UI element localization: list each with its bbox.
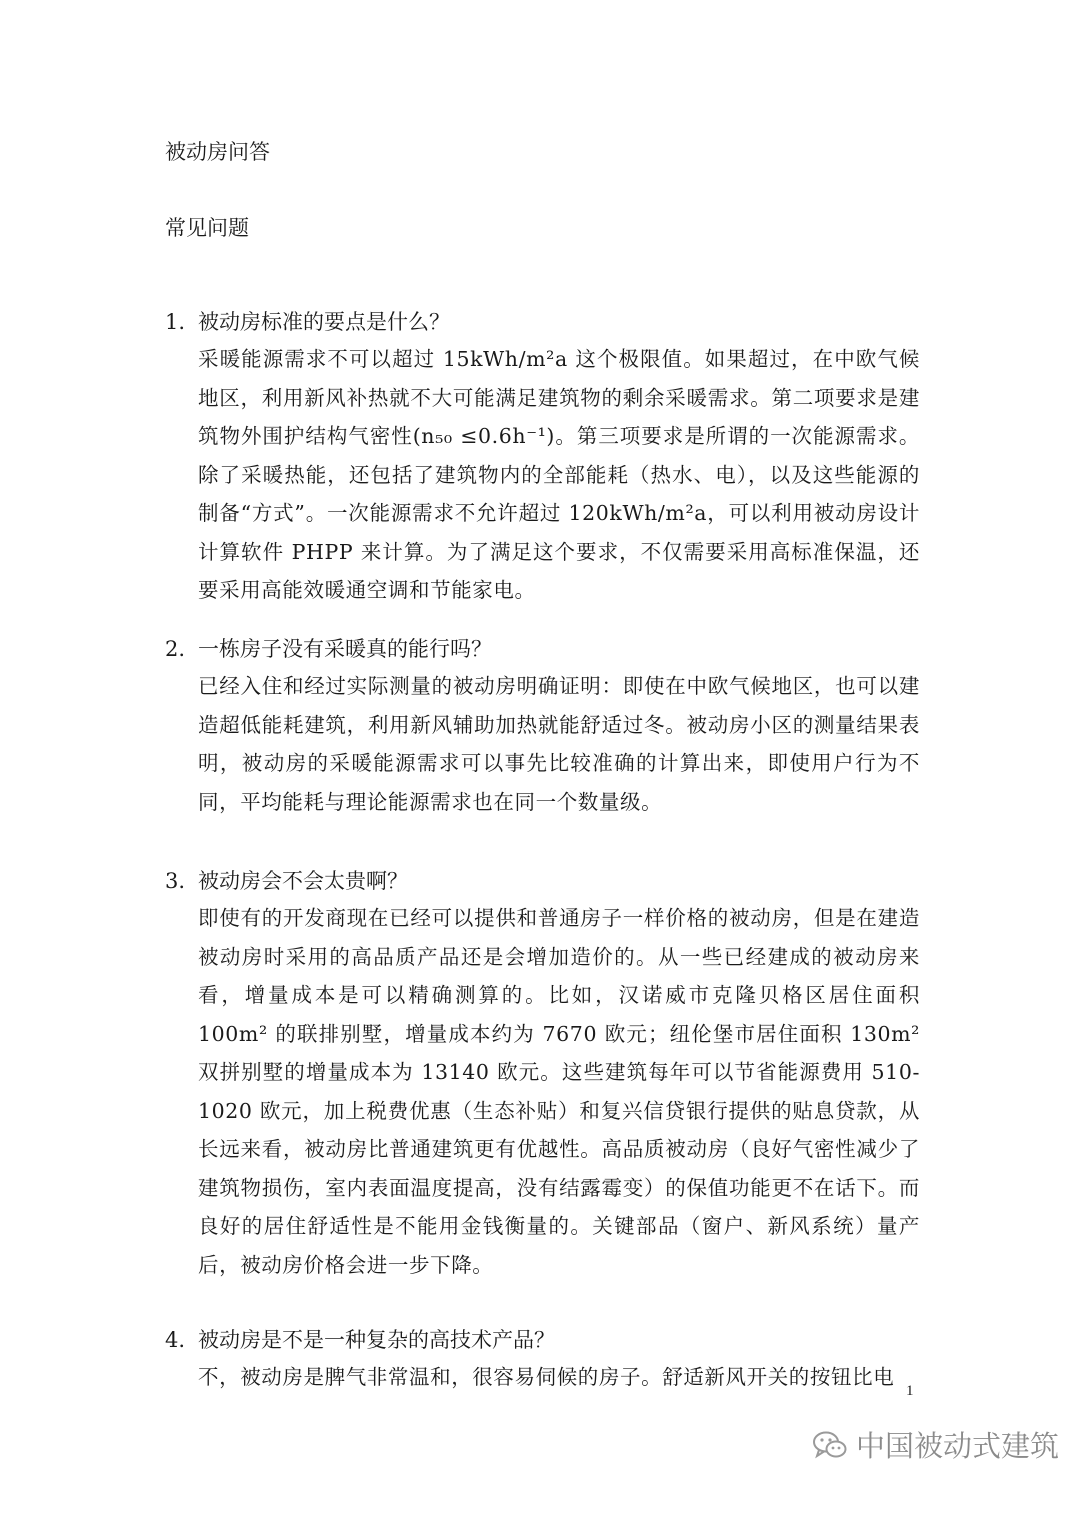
question-number: 1. [165,310,186,334]
answer-text: 采暖能源需求不可以超过 15kWh/m²a 这个极限值。如果超过，在中欧气候地区，利用新风补热就不大可能满足建筑物的剩余采暖需求。第二项要求是建筑物外围护结构气密性(n₅₀ ≤0.6h⁻¹)。第三项要求是所谓的一次能源需求。除了采暖热能，还包括了建筑物内的全部能耗（热水、电），以及这些能源的制备“方式”。一次能源需求不允许超过 120kWh/m²a，可以利用被动房设计计算软件 PHPP 来计算。为了满足这个要求，不仅需要采用高标准保温，还要采用高能效暖通空调和节能家电。 [198,347,920,602]
qa-item-2 [165,631,925,821]
qa-item-3 [165,863,925,1284]
question-row [165,1322,925,1358]
answer-text: 已经入住和经过实际测量的被动房明确证明：即使在中欧气候地区，也可以建造超低能耗建筑，利用新风辅助加热就能舒适过冬。被动房小区的测量结果表明，被动房的采暖能源需求可以事先比较准确的计算出来，即使用户行为不同，平均能耗与理论能源需求也在同一个数量级。 [198,674,920,814]
wechat-icon [812,1430,848,1460]
answer-text: 不，被动房是脾气非常温和，很容易伺候的房子。舒适新风开关的按钮比电 [198,1365,895,1389]
question-text: 一栋房子没有采暖真的能行吗？ [198,637,492,661]
question-text: 被动房是不是一种复杂的高技术产品？ [198,1328,555,1352]
section-title: 常见问题 [165,216,249,240]
page-number: 1 [906,1383,914,1399]
question-number: 3. [165,869,186,893]
question-text: 被动房会不会太贵啊？ [198,869,408,893]
question-row [165,863,925,899]
qa-item-1 [165,304,925,610]
question-number: 4. [165,1328,186,1352]
question-row [165,631,925,667]
watermark-text: 中国被动式建筑 [856,1429,1060,1463]
qa-item-4 [165,1322,925,1397]
answer-text: 即使有的开发商现在已经可以提供和普通房子一样价格的被动房，但是在建造被动房时采用的高品质产品还是会增加造价的。从一些已经建成的被动房来看，增量成本是可以精确测算的。比如，汉诺威市克隆贝格区居住面积 100m² 的联排别墅，增量成本约为 7670 欧元；纽伦堡市居住面积 130m² 双拼别墅的增量成本为 13140 欧元。这些建筑每年可以节省能源费用 510-1020 欧元，加上税费优惠（生态补贴）和复兴信贷银行提供的贴息贷款，从长远来看，被动房比普通建筑更有优越性。高品质被动房（良好气密性减少了建筑物损伤，室内表面温度提高，没有结露霉变）的保值功能更不在话下。而良好的居住舒适性是不能用金钱衡量的。关键部品（窗户、新风系统）量产后，被动房价格会进一步下降。 [198,906,920,1277]
watermark [812,1424,1059,1465]
question-text: 被动房标准的要点是什么？ [198,310,450,334]
question-row [165,304,925,340]
question-number: 2. [165,637,186,661]
document-title: 被动房问答 [165,140,270,164]
